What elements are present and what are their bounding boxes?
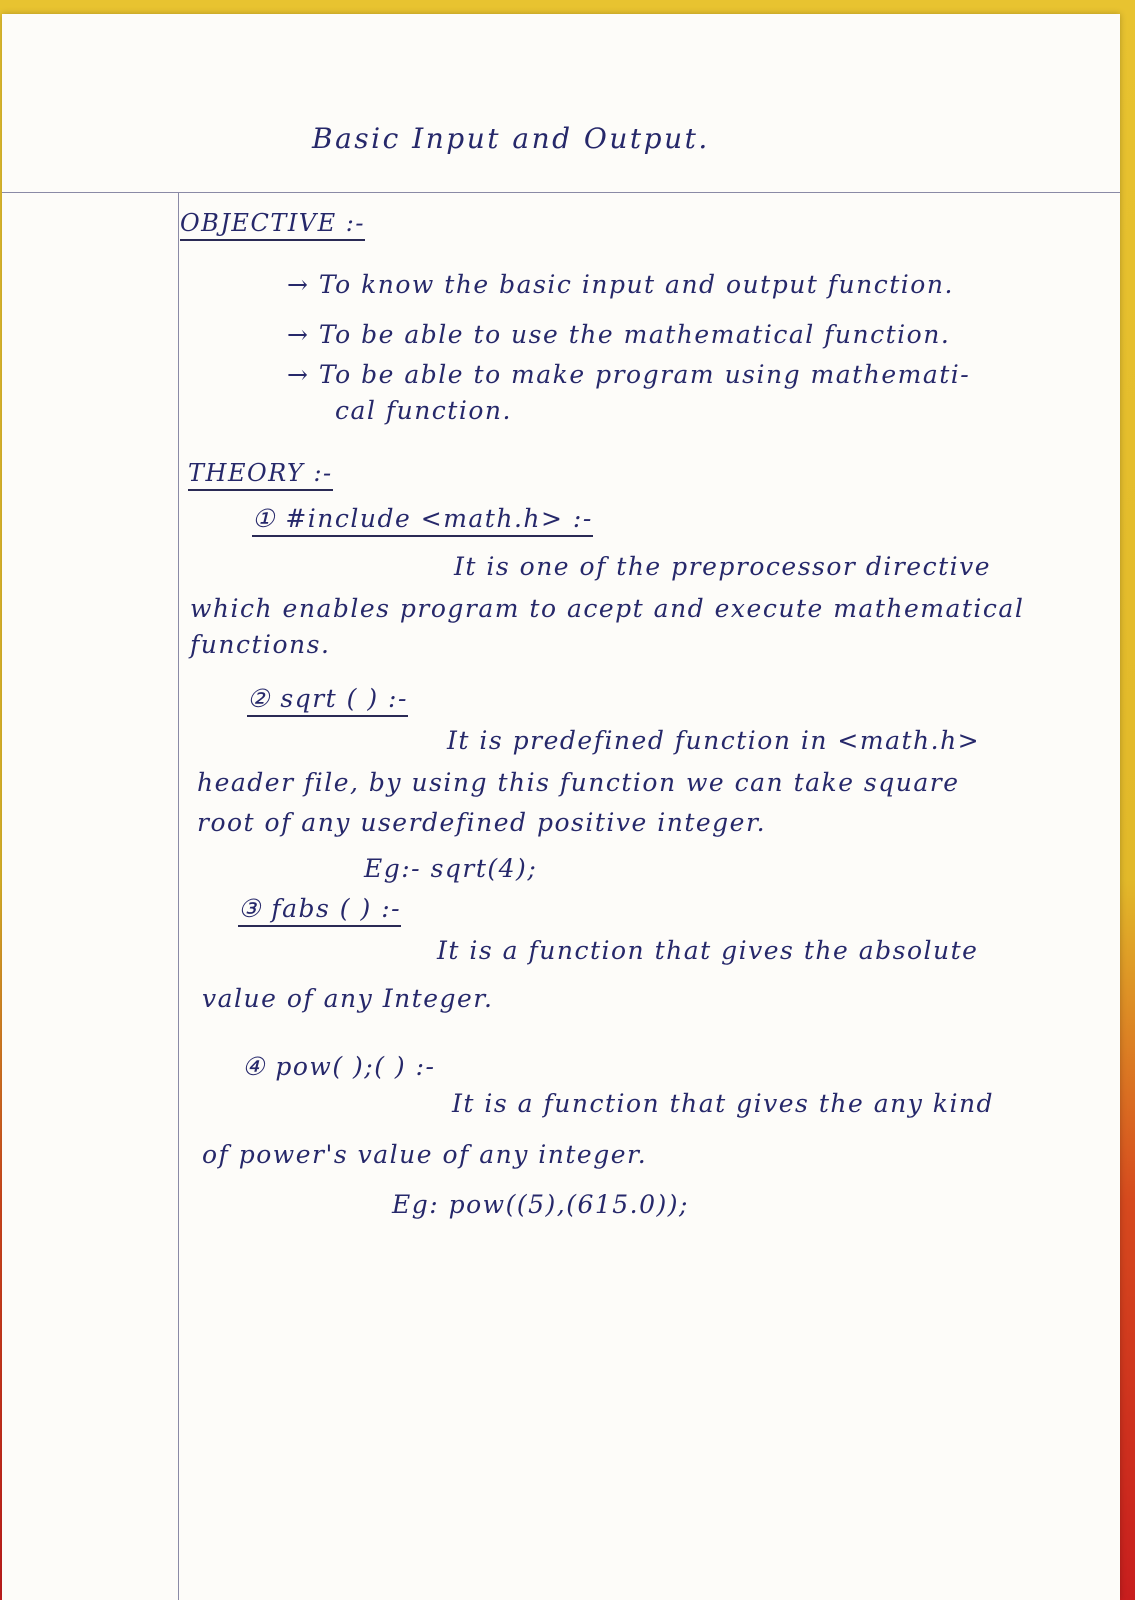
section-heading-sqrt: ② sqrt ( ) :- [247,684,408,717]
section-text: header file, by using this function we can take square [197,768,960,797]
example-code: Eg:- sqrt(4); [364,854,538,883]
section-text: of power's value of any integer. [202,1140,648,1169]
section-heading-pow: ④ pow( );( ) :- [242,1052,436,1081]
notebook-page [2,14,1120,1600]
section-heading-fabs: ③ fabs ( ) :- [238,894,401,927]
example-code: Eg: pow((5),(615.0)); [392,1190,689,1219]
header-rule [2,192,1120,193]
margin-rule [178,192,179,1600]
section-text: It is predefined function in <math.h> [447,726,981,755]
theory-heading: THEORY :- [188,459,333,491]
objective-item: → To be able to use the mathematical function. [287,320,951,349]
section-text: It is a function that gives the any kind [452,1089,995,1118]
objective-item: → To know the basic input and output function. [287,270,954,299]
section-text: which enables program to acept and execute mathematical [190,594,1025,623]
section-text: It is one of the preprocessor directive [454,552,992,581]
section-text: It is a function that gives the absolute [437,936,979,965]
objective-item-continued: cal function. [335,396,512,425]
section-text: value of any Integer. [202,984,494,1013]
objective-item: → To be able to make program using mathemati- [287,360,971,389]
objective-heading: OBJECTIVE :- [180,209,365,241]
page-title: Basic Input and Output. [312,122,710,155]
section-text: functions. [190,630,331,659]
section-text: root of any userdefined positive integer. [197,808,767,837]
section-heading-include: ① #include <math.h> :- [252,504,593,537]
